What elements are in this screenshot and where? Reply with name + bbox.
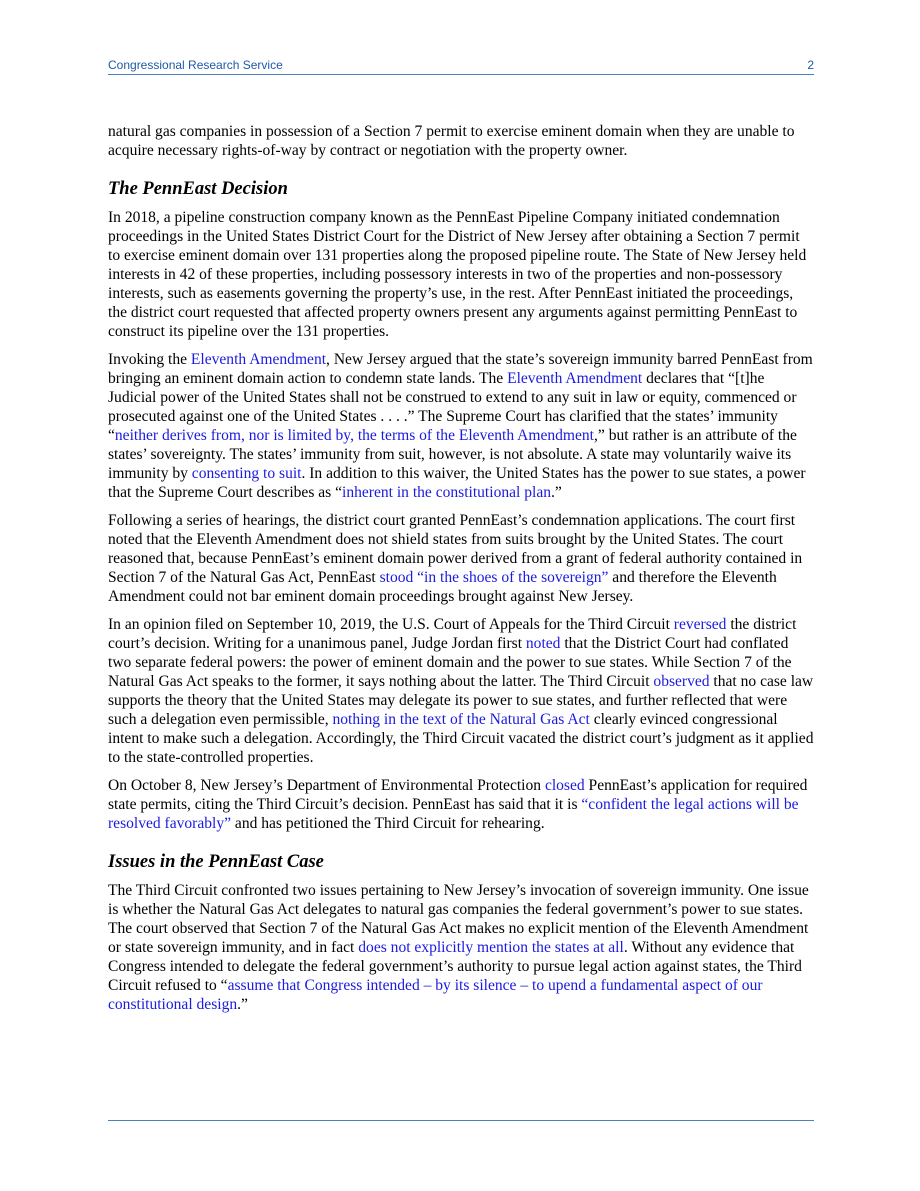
text: declares that “[t]he Judicial power of the United States shall not be construed to extend to any suit in law or equity, commenced or prosecuted against one of the United States . . . .” The Supreme Court has clarified that the states’ immunity “ — [108, 370, 797, 444]
header-divider — [108, 74, 814, 75]
text: that the District Court had conflated two separate federal powers: the power of eminent domain and the power to sue states. While Section 7 of the Natural Gas Act speaks to the former, it says nothing about the latter. The Third Circuit — [108, 635, 792, 690]
link-immunity-derivation[interactable]: neither derives from, nor is limited by, the terms of the Eleventh Amendment — [114, 427, 595, 444]
link-natural-gas-act-text[interactable]: nothing in the text of the Natural Gas Act — [332, 711, 590, 728]
header-source: Congressional Research Service — [108, 58, 283, 72]
link-consenting-to-suit[interactable]: consenting to suit — [191, 465, 302, 482]
text: the district court’s decision. Writing for a unanimous panel, Judge Jordan first — [108, 616, 797, 652]
document-body — [108, 122, 814, 1023]
paragraph — [108, 881, 814, 1014]
text: . Without any evidence that Congress intended to delegate the federal government’s authority to pursue legal action against states, the Third Circuit refused to “ — [108, 939, 802, 994]
link-noted[interactable]: noted — [525, 635, 561, 652]
text: The Third Circuit confronted two issues pertaining to New Jersey’s invocation of sovereign immunity. One issue is whether the Natural Gas Act delegates to natural gas companies the federal government’s power to sue states. The court observed that Section 7 of the Natural Gas Act makes no explicit mention of the Eleventh Amendment or state sovereign immunity, and in fact — [108, 882, 809, 956]
paragraph — [108, 615, 814, 767]
section-heading-issues: Issues in the PennEast Case — [108, 852, 324, 872]
paragraph — [108, 511, 814, 606]
link-confident-legal-actions[interactable]: “confident the legal actions will be resolved favorably” — [108, 796, 799, 832]
text: and therefore the Eleventh Amendment could not bar eminent domain proceedings brought against New Jersey. — [108, 569, 777, 605]
text: On October 8, New Jersey’s Department of Environmental Protection — [108, 777, 545, 794]
link-eleventh-amendment-2[interactable]: Eleventh Amendment — [507, 370, 643, 387]
link-constitutional-plan[interactable]: inherent in the constitutional plan — [342, 484, 551, 501]
text: ,” but rather is an attribute of the states’ sovereignty. The states’ immunity from suit, however, is not absolute. A state may voluntarily waive its immunity by — [108, 427, 797, 482]
intro-paragraph: natural gas companies in possession of a Section 7 permit to exercise eminent domain when they are unable to acquire necessary rights-of-way by contract or negotiation with the property owner. — [108, 123, 795, 159]
text: PennEast’s application for required state permits, citing the Third Circuit’s decision. PennEast has said that it is — [108, 777, 808, 813]
text: Following a series of hearings, the district court granted PennEast’s condemnation applications. The court first noted that the Eleventh Amendment does not shield states from suits brought by the United States. The court reasoned that, because PennEast’s eminent domain power derived from a grant of federal authority contained in Section 7 of the Natural Gas Act, PennEast — [108, 512, 803, 586]
text: clearly evinced congressional intent to make such a delegation. Accordingly, the Third Circuit vacated the district court’s judgment as it applied to the state-controlled properties. — [108, 711, 814, 766]
paragraph — [108, 350, 814, 502]
text: Invoking the — [108, 351, 191, 368]
footer-divider — [108, 1120, 814, 1121]
text: and has petitioned the Third Circuit for rehearing. — [231, 815, 545, 832]
paragraph: In 2018, a pipeline construction company known as the PennEast Pipeline Company initiated condemnation proceedings in the United States District Court for the District of New Jersey after obtaining a Section 7 permit to exercise eminent domain over 131 properties along the proposed pipeline route. The State of New Jersey held interests in 42 of these properties, including possessory interests in two of the properties and non-possessory interests, such as easements governing the property’s use, in the rest. After PennEast initiated the proceedings, the district court requested that affected property owners present any arguments against permitting PennEast to construct its pipeline over the 131 properties. — [108, 209, 807, 340]
text: , New Jersey argued that the state’s sovereign immunity barred PennEast from bringing an eminent domain action to condemn state lands. The — [108, 351, 813, 387]
link-shoes-of-sovereign[interactable]: stood “in the shoes of the sovereign” — [379, 569, 609, 586]
text: .” — [551, 484, 562, 501]
link-reversed[interactable]: reversed — [673, 616, 727, 633]
link-mention-states[interactable]: does not explicitly mention the states at all — [358, 939, 624, 956]
page-header — [108, 58, 814, 72]
link-eleventh-amendment[interactable]: Eleventh Amendment — [190, 351, 327, 368]
page-number: 2 — [807, 58, 814, 72]
text: that no case law supports the theory that the United States may delegate its power to sue states, and further reflected that were such a delegation even permissible, — [108, 673, 814, 728]
link-closed[interactable]: closed — [544, 777, 585, 794]
link-constitutional-design[interactable]: assume that Congress intended – by its silence – to upend a fundamental aspect of our constitutional design — [108, 977, 763, 1013]
text: . In addition to this waiver, the United States has the power to sue states, a power that the Supreme Court describes as “ — [108, 465, 806, 501]
section-heading-penneast-decision: The PennEast Decision — [108, 179, 288, 199]
text: In an opinion filed on September 10, 2019, the U.S. Court of Appeals for the Third Circuit — [108, 616, 674, 633]
link-observed[interactable]: observed — [653, 673, 710, 690]
paragraph — [108, 776, 814, 833]
text: .” — [237, 996, 248, 1013]
